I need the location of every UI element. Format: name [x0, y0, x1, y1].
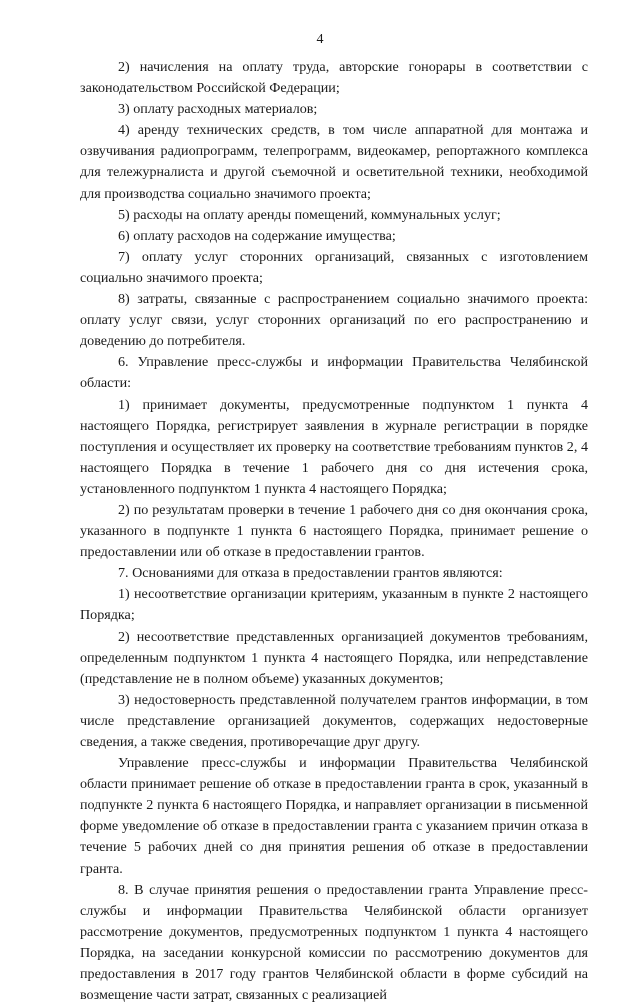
paragraph-item-7-third-party-services: 7) оплату услуг сторонних организаций, связанных с изготовлением социально значимого проекта;	[80, 248, 588, 286]
paragraph-section-7-item-1: 1) несоответствие организации критериям, указанным в пункте 2 настоящего Порядка;	[80, 586, 588, 624]
paragraph-section-6-item-1: 1) принимает документы, предусмотренные подпунктом 1 пункта 4 настоящего Порядка, регистрирует заявления в журнале регистрации в порядке поступления и осуществляет их проверку на соответствие требованиям пунктов 2, 4 настоящего Порядка в течение 1 рабочего дня со дня истечения срока, установленного подпунктом 1 пункта 4 настоящего Порядка;	[80, 396, 588, 497]
paragraph-section-7-item-2: 2) несоответствие представленных организацией документов требованиям, определенным подпунктом 1 пункта 4 настоящего Порядка, или непредставление (представление не в полном объеме) указанных документов;	[80, 628, 588, 687]
paragraph-item-5-premises-rent: 5) расходы на оплату аренды помещений, коммунальных услуг;	[118, 206, 501, 223]
page-number: 4	[316, 32, 324, 47]
paragraph-refusal-decision: Управление пресс-службы и информации Правительства Челябинской области принимает решение об отказе в предоставлении гранта в срок, указанный в подпункте 2 пункта 6 настоящего Порядка, и направляет организации в письменной форме уведомление об отказе в предоставлении гранта с указанием причин отказа в течение 5 рабочих дней со дня принятия решения об отказе в предоставлении гранта.	[80, 755, 588, 877]
paragraph-section-8: 8. В случае принятия решения о предоставлении гранта Управление пресс-службы и информации Правительства Челябинской области организует рассмотрение документов, предусмотренных подпунктом 1 пункта 4 настоящего Порядка, на заседании конкурсной комиссии по рассмотрению документов для предоставления в 2017 году грантов Челябинской области в форме субсидий на возмещение части затрат, связанных с реализацией	[80, 881, 588, 1004]
paragraph-item-8-distribution-costs: 8) затраты, связанные с распространением социально значимого проекта: оплату услуг связи, услуг сторонних организаций по его распространению и доведению до потребителя.	[80, 291, 588, 350]
paragraph-item-3-materials: 3) оплату расходных материалов;	[118, 101, 318, 118]
paragraph-section-7-item-3: 3) недостоверность представленной получателем грантов информации, в том числе представление организацией документов, содержащих недостоверные сведения, а также сведения, противоречащие друг другу.	[80, 691, 588, 750]
paragraph-section-6-item-2: 2) по результатам проверки в течение 1 рабочего дня со дня окончания срока, указанного в подпункте 1 пункта 6 настоящего Порядка, принимает решение о предоставлении или об отказе в предоставлении грантов.	[80, 501, 588, 561]
document-body	[80, 57, 588, 1006]
paragraph-section-7-heading: 7. Основаниями для отказа в предоставлении грантов являются:	[118, 565, 503, 582]
paragraph-section-6-heading: 6. Управление пресс-службы и информации Правительства Челябинской области:	[80, 354, 588, 392]
paragraph-item-4-equipment-rent: 4) аренду технических средств, в том числе аппаратной для монтажа и озвучивания радиопрограмм, телепрограмм, видеокамер, репортажного комплекса для тележурналиста и другой съемочной и осветительной техники, необходимой для производства социально значимого проекта;	[80, 122, 588, 202]
paragraph-item-6-property-maintenance: 6) оплату расходов на содержание имущества;	[118, 227, 396, 244]
paragraph-item-2-labor-payments: 2) начисления на оплату труда, авторские гонорары в соответствии с законодательством Российской Федерации;	[80, 59, 588, 97]
